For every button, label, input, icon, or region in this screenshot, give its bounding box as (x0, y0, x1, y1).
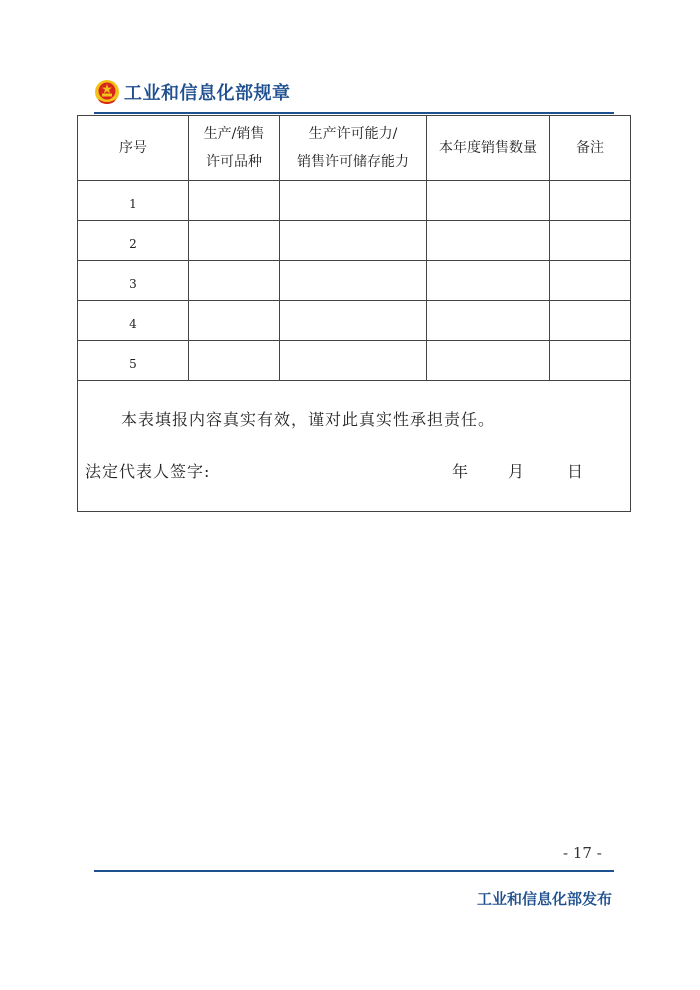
declaration-text: 本表填报内容真实有效，谨对此真实性承担责任。 (121, 410, 496, 429)
license-variety-cell[interactable] (189, 341, 280, 381)
page-number: - 17 - (563, 844, 602, 862)
remarks-cell[interactable] (550, 181, 631, 221)
license-capacity-cell[interactable] (280, 221, 427, 261)
annual-sales-cell[interactable] (427, 341, 550, 381)
license-capacity-cell[interactable] (280, 341, 427, 381)
row-number: 4 (78, 301, 189, 341)
table-header-row (78, 116, 631, 181)
remarks-cell[interactable] (550, 221, 631, 261)
table-row (78, 341, 631, 381)
license-capacity-cell[interactable] (280, 181, 427, 221)
column-header-license-variety: 生产/销售 许可品种 (189, 116, 280, 181)
license-capacity-cell[interactable] (280, 261, 427, 301)
national-emblem-icon (94, 79, 120, 105)
license-variety-cell[interactable] (189, 221, 280, 261)
license-variety-cell[interactable] (189, 261, 280, 301)
declaration-row (78, 381, 631, 512)
annual-sales-cell[interactable] (427, 181, 550, 221)
annual-sales-cell[interactable] (427, 301, 550, 341)
row-number: 3 (78, 261, 189, 301)
row-number: 5 (78, 341, 189, 381)
footer-publisher: 工业和信息化部发布 (476, 890, 612, 908)
date-day-label: 日 (567, 462, 584, 481)
table-row (78, 261, 631, 301)
column-header-annual-sales: 本年度销售数量 (427, 116, 550, 181)
date-year-label: 年 (452, 462, 469, 481)
license-capacity-cell[interactable] (280, 301, 427, 341)
date-month-label: 月 (508, 462, 525, 481)
row-number: 1 (78, 181, 189, 221)
column-header-license-capacity: 生产许可能力/ 销售许可储存能力 (280, 116, 427, 181)
annual-sales-cell[interactable] (427, 261, 550, 301)
license-variety-cell[interactable] (189, 181, 280, 221)
column-header-remarks: 备注 (550, 116, 631, 181)
header (94, 76, 291, 108)
header-title: 工业和信息化部规章 (124, 83, 291, 104)
remarks-cell[interactable] (550, 261, 631, 301)
table-row (78, 221, 631, 261)
signature-label: 法定代表人签字: (85, 462, 211, 481)
column-header-number: 序号 (78, 116, 189, 181)
table-row (78, 181, 631, 221)
row-number: 2 (78, 221, 189, 261)
declaration-cell (78, 381, 631, 512)
footer-divider (94, 870, 614, 872)
sales-report-table (77, 115, 631, 512)
header-divider (94, 112, 614, 114)
remarks-cell[interactable] (550, 341, 631, 381)
remarks-cell[interactable] (550, 301, 631, 341)
license-variety-cell[interactable] (189, 301, 280, 341)
annual-sales-cell[interactable] (427, 221, 550, 261)
table-row (78, 301, 631, 341)
